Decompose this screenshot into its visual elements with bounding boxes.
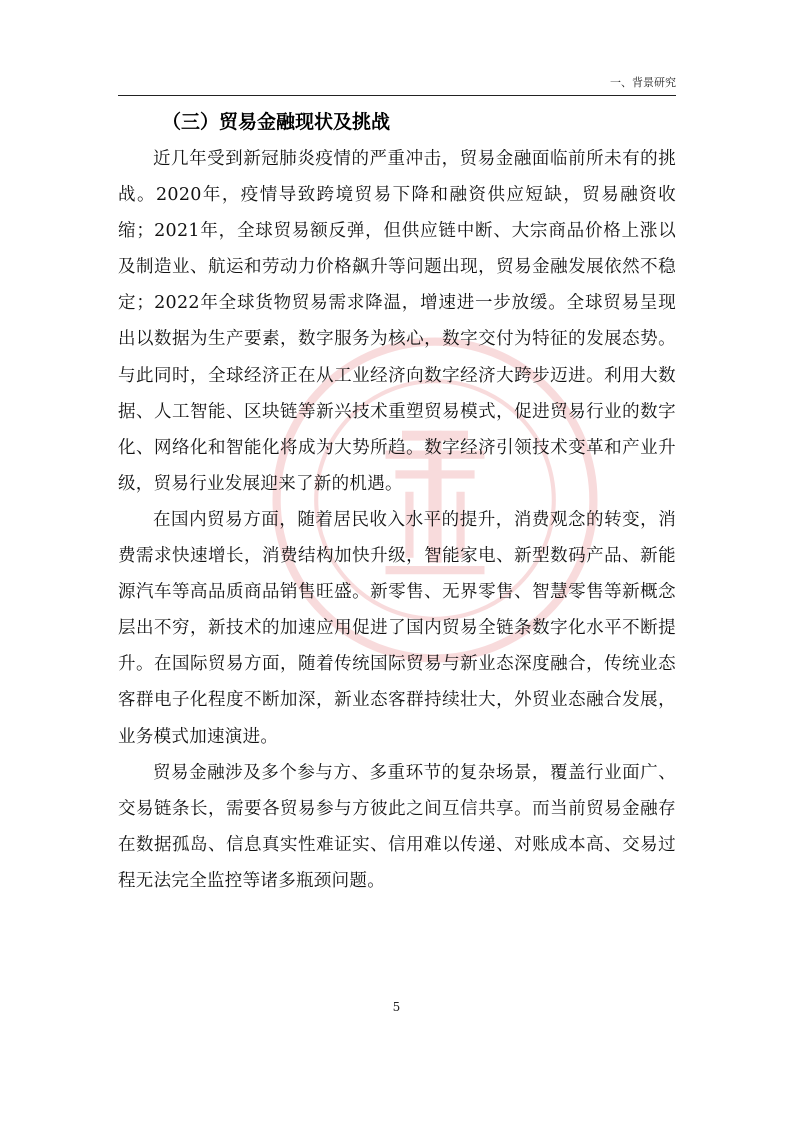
paragraph: 近几年受到新冠肺炎疫情的严重冲击，贸易金融面临前所未有的挑战。2020年，疫情导致跨境贸易下降和融资供应短缺，贸易融资收缩；2021年，全球贸易额反弹，但供应链中断、大宗商品价格上涨以及制造业、航运和劳动力价格飙升等问题出现，贸易金融发展依然不稳定；2022年全球货物贸易需求降温，增速进一步放缓。全球贸易呈现出以数据为生产要素，数字服务为核心，数字交付为特征的发展态势。与此同时，全球经济正在从工业经济向数字经济大跨步迈进。利用大数据、人工智能、区块链等新兴技术重塑贸易模式，促进贸易行业的数字化、网络化和智能化将成为大势所趋。数字经济引领技术变革和产业升级，贸易行业发展迎来了新的机遇。 xyxy=(118,149,676,494)
paragraph: 在国内贸易方面，随着居民收入水平的提升，消费观念的转变，消费需求快速增长，消费结构加快升级，智能家电、新型数码产品、新能源汽车等高品质商品销售旺盛。新零售、无界零售、智慧零售等新概念层出不穷，新技术的加速应用促进了国内贸易全链条数字化水平不断提升。在国际贸易方面，随着传统国际贸易与新业态深度融合，传统业态客群电子化程度不断加深，新业态客群持续壮大，外贸业态融合发展，业务模式加速演进。 xyxy=(118,509,676,747)
page-header: 一、背景研究 xyxy=(610,76,676,89)
page-number: 5 xyxy=(392,1000,401,1014)
section-title: （三）贸易金融现状及挑战 xyxy=(162,111,391,133)
paragraph: 贸易金融涉及多个参与方、多重环节的复杂场景，覆盖行业面广、交易链条长，需要各贸易参与方彼此之间互信共享。而当前贸易金融存在数据孤岛、信息真实性难证实、信用难以传递、对账成本高、交易过程无法完全监控等诸多瓶颈问题。 xyxy=(118,762,676,891)
header-rule xyxy=(118,95,676,96)
main-content xyxy=(118,104,676,899)
